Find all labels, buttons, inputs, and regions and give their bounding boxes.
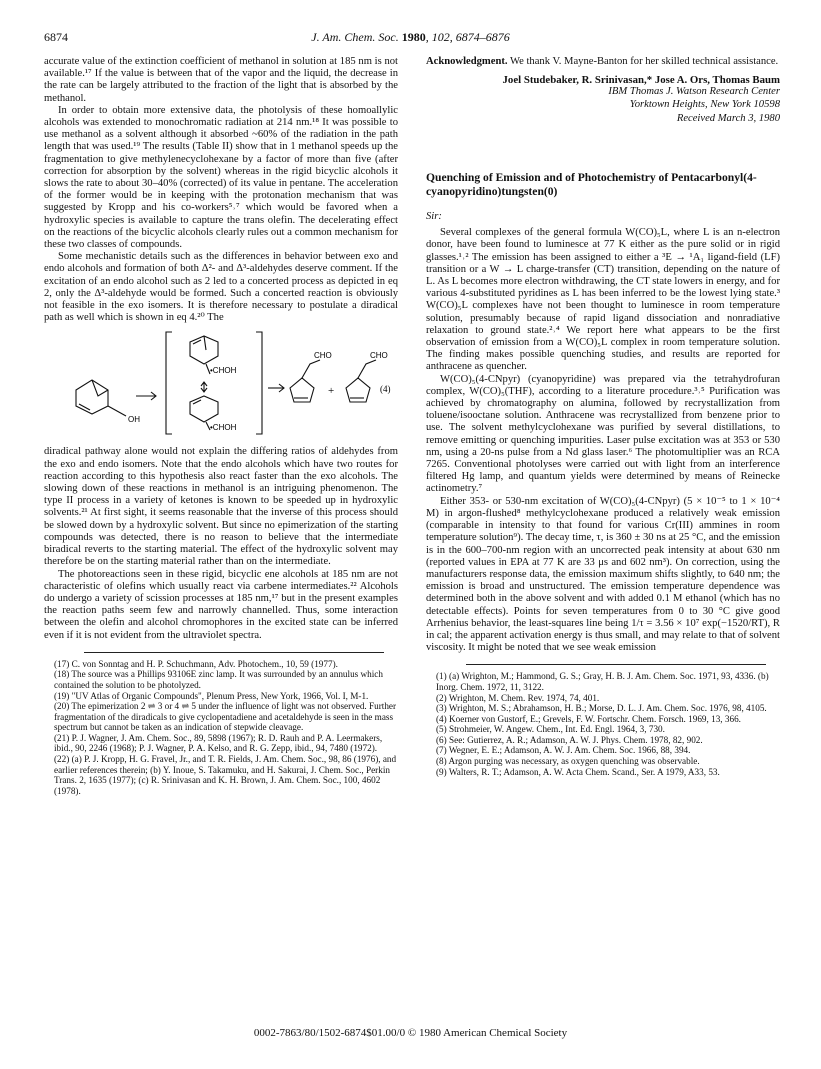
cho-label-left: CHO [314, 351, 332, 361]
plus-sign: + [328, 385, 335, 398]
footnote: (2) Wrighton, M. Chem. Rev. 1974, 74, 401. [436, 692, 600, 703]
cho-label-right: CHO [370, 351, 388, 361]
right-footnotes [426, 671, 780, 777]
footnote: (21) P. J. Wagner, J. Am. Chem. Soc., 89, 5898 (1967); R. D. Rauh and P. A. Leermakers, ibid., 90, 2246 (1968); P. J. Wagner, P. A. Kelso, and R. G. Zepp, ibid., 94, 7480 (1972). [54, 732, 383, 754]
double-bond [79, 404, 90, 410]
footnote: (5) Strohmeier, W. Angew. Chem., Int. Ed. Engl. 1964, 3, 730. [436, 724, 665, 735]
footnote: (3) Wrighton, M. S.; Abrahamson, H. B.; Morse, D. L. J. Am. Chem. Soc. 1976, 98, 4105. [436, 703, 767, 714]
paragraph: Either 353- or 530-nm excitation of W(CO)₅(4-CNpyr) (5 × 10⁻⁵ to 1 × 10⁻⁴ M) in argon-flushed⁸ methylcyclohexane produced a relatively weak emission (comparable in intensity to that found for various Cr(III) ammines in room temperature solution⁹). The decay time, τ, is 360 ± 30 ns at 25 °C, and the emission is in the 600–700-nm region with an uncorrected peak intensity at about 630 nm (reported values in EPA at 77 K are 33 μs and 602 nm³). On correction, using the manufacturers response data, the emission maximum shifts slightly, to 640 nm; the emission is broad and unstructured. The emission temperature dependence was determined both in the above solvent and with added 0.1 M ethanol (which has no detectable effects). Points for seven temperatures from 0 to 30 °C give good Arrhenius behavior, the least-squares line being 1/τ = 3.56 × 10⁷ exp(−1520/RT), R in cal; the apparent activation energy is thus small, and may relate to that of solvent viscosity. It might be noted that we see weak emission [426, 495, 781, 654]
affiliation-line: IBM Thomas J. Watson Research Center [608, 86, 780, 98]
paragraph: W(CO)₅(4-CNpyr) (cyanopyridine) was prepared via the tetrahydrofuran complex, W(CO)₅(THF), according to a literature procedure.³˒⁵ Purification was achieved by chromatography on alumina, followed by recrystallization from toluene/isooctane solution. Anthracene was recrystallized from benzene prior to use. The solvent methylcyclohexane was purified by several distillations, to remove emitting or quenching impurities. Laser pulse excitation was at 353 or 530 nm, using a 20-ns pulse from a Nd glass laser.⁶ The photomultiplier was an RCA 7265. Conventional photolyses were carried out with light from an interference filtered Hg lamp, and quantum yields were determined by means of Reinecke actinometry.⁷ [426, 373, 780, 495]
oh-bond [108, 406, 126, 416]
acknowledgment-text: We thank V. Mayne-Banton for her skilled technical assistance. [507, 56, 779, 67]
acknowledgment [426, 56, 780, 68]
salutation: Sir: [426, 211, 442, 223]
starting-alcohol-ring [76, 380, 108, 414]
footnote: (18) The source was a Phillips 93106E zinc lamp. It was surrounded by an annulus which contained the solution to be photolyzed. [54, 669, 383, 690]
page-number: 6874 [44, 30, 68, 44]
left-column [44, 56, 398, 796]
chohl-top-label: •CHOH [210, 366, 237, 376]
diradical-bottom-ring [190, 396, 218, 422]
journal-name: J. Am. Chem. Soc. [311, 30, 399, 44]
footnote-rule [84, 652, 384, 653]
reaction-scheme [44, 328, 398, 440]
journal-citation: , 102, 6874–6876 [425, 30, 510, 44]
paragraph: In order to obtain more extensive data, the photolysis of these homoallylic alcohols was extended to monochromatic radiation at 214 nm.¹⁸ It was possible to use methanol as a solvent although it absorbed ~60% of the radiation in the path length that was used.¹⁹ The results (Table II) show that in 1 methanol speeds up the fragmentation to give methylenecyclohexane by a factor of more than five (after correction for absorption by the solvent) whereas in the rigid bicyclic alcohols it slows the rate to about 30–40% (corrected) of its value in pentane. The acceleration of the former would be in keeping with the protonation mechanism that was suggested by Kropp and his co-workers⁵˒⁷ which would be favored when a hydroxylic species is available to capture the trans olefin. The decelerating effect on the reactions of the bicyclic alcohols clearly rules out a common mechanism for these two classes of compounds. [44, 104, 398, 251]
acknowledgment-label: Acknowledgment. [426, 56, 508, 67]
diradical-top-ring [190, 336, 218, 364]
paragraph: diradical pathway alone would not explain the differing ratios of aldehydes from the exo and endo isomers. Note that the endo alcohols which have two routes for reaction according to this hypothesis also react faster than the exo alcohols. The slowing down of these reactions in methanol is an intriguing phenomenon. The type II process in a variety of ketones is known to be speeded up in hydroxylic solvents.²¹ At first sight, it seems reasonable that the inverse of this process should be slowed down by a hydroxylic solvent. But since no epimerization of the starting compounds was detected, there is no reason to believe that the intermediate biradical reverts to the starting material. The effect of the hydroxylic solvent may therefore be on the starting material rather than on the intermediate. [44, 446, 398, 568]
left-footnotes [44, 659, 398, 797]
oh-label: OH [128, 415, 140, 425]
footnote: (1) (a) Wrighton, M.; Hammond, G. S.; Gray, H. B. J. Am. Chem. Soc. 1971, 93, 4336. (b) Inorg. Chem. 1972, 11, 3122. [436, 671, 769, 692]
footnote: (17) C. von Sonntag and H. P. Schuchmann, Adv. Photochem., 10, 59 (1977). [54, 658, 338, 669]
paragraph: Several complexes of the general formula W(CO)₅L, where L is an n-electron donor, have been found to luminesce at 77 K either as the pure solid or in rigid glasses.¹˒² The emission has been assigned to either a ³E → ¹A₁ ligand-field (LF) transition or a W → L charge-transfer (CT) transition, depending on the nature of L. As L becomes more electron withdrawing, the CT state lowers in energy, and for various 4-substituted pyridines as L has been inferred to be the lowest lying state.³ W(CO)₅L complexes have not been thought to luminesce in room temperature solution, presumably because of rapid ligand dissociation and nonradiative relaxation to ground state.²˒⁴ We report here what appears to be the first observation of emission from a W(CO)₅L complex in room temperature solution. The finding makes possible quenching studies, and results are reported for anthracene as quencher. [426, 227, 780, 373]
received-date: Received March 3, 1980 [676, 112, 780, 124]
right-column [426, 56, 780, 777]
footnote: (6) See: Gutierrez, A. R.; Adamson, A. W. J. Phys. Chem. 1978, 82, 902. [436, 734, 703, 745]
cho-chain-left [302, 360, 320, 378]
affiliation-line: Yorktown Heights, New York 10598 [629, 98, 780, 110]
footnote: (8) Argon purging was necessary, as oxygen quenching was observable. [436, 756, 700, 767]
chohl-bottom-label: •CHOH [210, 423, 237, 433]
right-bracket [256, 332, 262, 434]
equation-number: (4) [380, 384, 391, 395]
running-header [0, 30, 821, 45]
footnote: (7) Wegner, E. E.; Adamson, A. W. J. Am. Chem. Soc. 1966, 88, 394. [436, 745, 691, 756]
author-list: Joel Studebaker, R. Srinivasan,* Jose A. Ors, Thomas Baum [502, 74, 780, 87]
journal-year: 1980 [401, 30, 426, 44]
footnote: (19) "UV Atlas of Organic Compounds", Plenum Press, New York, 1966, Vol. I, M-1. [54, 690, 369, 701]
footnote: (9) Walters, R. T.; Adamson, A. W. Acta Chem. Scand., Ser. A 1979, A33, 53. [436, 766, 720, 777]
cho-chain-right [358, 360, 376, 378]
footnote: (4) Koerner von Gustorf, E.; Grevels, F. W. Fortschr. Chem. Forsch. 1969, 13, 366. [436, 713, 741, 724]
scheme-drawing [44, 328, 398, 440]
paragraph: The photoreactions seen in these rigid, bicyclic ene alcohols at 185 nm are not characteristic of olefins which usually react via carbene intermediates.²² Alcohols do undergo a variety of scission processes at 185 nm,¹⁷ but in the present examples the reaction paths seem few and narrowly channelled. Thus, some interaction between the olefin and alcohol chromophores in the excited state can be inferred even if it is not evident from the ultraviolet spectra. [44, 568, 398, 641]
page-footer: 0002-7863/80/1502-6874$01.00/0 © 1980 American Chemical Society [253, 1027, 568, 1039]
paragraph: Some mechanistic details such as the differences in behavior between exo and endo alcohols and formation of both Δ²- and Δ³-aldehydes deserve comment. If the excitation of an endo alcohol such as 2 led to a concerted process as depicted in eq 2, only the Δ³-aldehyde would be formed. Such a concerted reaction is obviously not feasible in the exo isomers. It is therefore necessary to postulate a diradical path as well which is shown in eq 4.²⁰ The [44, 251, 398, 324]
footnote: (20) The epimerization 2 ⇌ 3 or 4 ⇌ 5 under the influence of light was not observed. Further fragmentation of the diradicals to give cyclopentadiene and acetaldehyde is seen in the mass spectrum but cannot be taken as an indication of stepwide cleavage. [54, 701, 397, 733]
article-title: Quenching of Emission and of Photochemistry of Pentacarbonyl(4-cyanopyridino)tungsten(0) [426, 171, 757, 199]
footnote-rule [466, 664, 766, 665]
left-bracket [166, 332, 172, 434]
footnote: (22) (a) P. J. Kropp, H. G. Fravel, Jr., and T. R. Fields, J. Am. Chem. Soc., 98, 86 (1976), and earlier references therein; (b) Y. Inoue, S. Takamuku, and H. Sakurai, J. Chem. Soc., Perkin Trans. 2, 1635 (1977); (c) R. Srinivasan and K. H. Brown, J. Am. Chem. Soc., 100, 4602 (1978). [54, 754, 397, 796]
paragraph: accurate value of the extinction coefficient of methanol in solution at 185 nm is not available.¹⁷ If the value is between that of the vapor and the liquid, the decrease in the rate can be largely attributed to the fraction of the light that is absorbed by the methanol. [44, 56, 398, 104]
